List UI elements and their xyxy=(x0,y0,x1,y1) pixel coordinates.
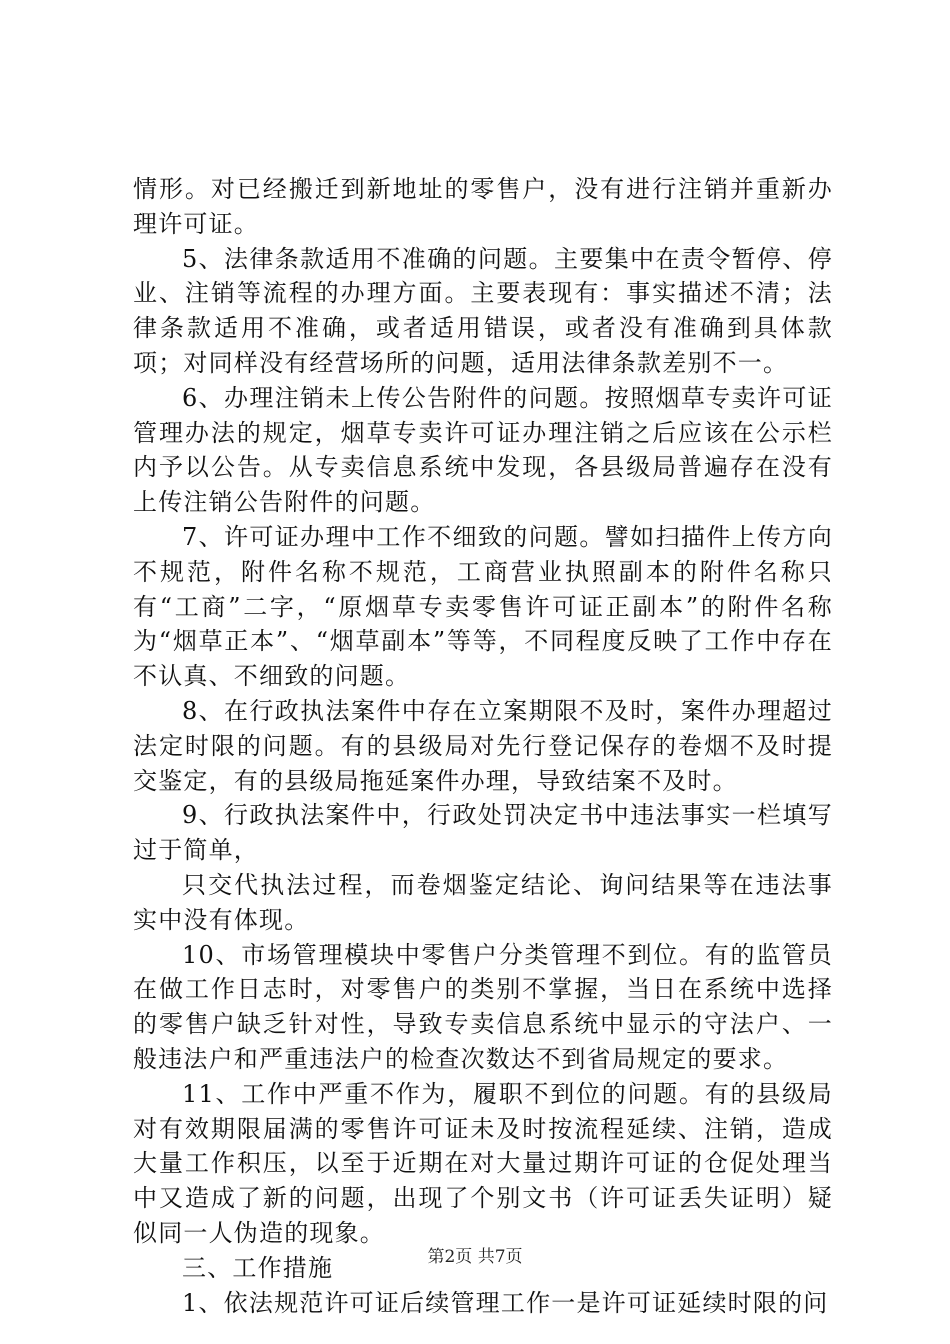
document-body xyxy=(133,172,833,1320)
paragraph-8: 10、市场管理模块中零售户分类管理不到位。有的监管员在做工作日志时，对零售户的类别不掌握，当日在系统中选择的零售户缺乏针对性，导致专卖信息系统中显示的守法户、一般违法户和严重违法户的检查次数达不到省局规定的要求。 xyxy=(133,940,833,1073)
paragraph-6: 9、行政执法案件中，行政处罚决定书中违法事实一栏填写过于简单， xyxy=(133,801,833,865)
paragraph-2: 5、法律条款适用不准确的问题。主要集中在责令暂停、停业、注销等流程的办理方面。主要表现有：事实描述不清；法律条款适用不准确，或者适用错误，或者没有准确到具体款项；对同样没有经营场所的问题，适用法律条款差别不一。 xyxy=(133,244,833,377)
paragraph-5: 8、在行政执法案件中存在立案期限不及时，案件办理超过法定时限的问题。有的县级局对先行登记保存的卷烟不及时提交鉴定，有的县级局拖延案件办理，导致结案不及时。 xyxy=(133,696,833,795)
page-number-footer: 第2页 共7页 xyxy=(427,1247,523,1267)
paragraph-10: 1、依法规范许可证后续管理工作一是许可证延续时限的问 xyxy=(182,1288,829,1317)
paragraph-3: 6、办理注销未上传公告附件的问题。按照烟草专卖许可证管理办法的规定，烟草专卖许可证办理注销之后应该在公示栏内予以公告。从专卖信息系统中发现，各县级局普遍存在没有上传注销公告附件的问题。 xyxy=(133,383,833,517)
paragraph-1: 情形。对已经搬迁到新地址的零售户，没有进行注销并重新办理许可证。 xyxy=(133,175,833,238)
paragraph-7: 只交代执法过程，而卷烟鉴定结论、询问结果等在违法事实中没有体现。 xyxy=(133,870,833,934)
section-heading: 三、工作措施 xyxy=(182,1253,334,1282)
paragraph-4: 7、许可证办理中工作不细致的问题。譬如扫描件上传方向不规范，附件名称不规范，工商营业执照副本的附件名称只有“工商”二字，“原烟草专卖零售许可证正副本”的附件名称为“烟草正本”、“烟草副本”等等，不同程度反映了工作中存在不认真、不细致的问题。 xyxy=(133,522,833,691)
paragraph-9: 11、工作中严重不作为，履职不到位的问题。有的县级局对有效期限届满的零售许可证未及时按流程延续、注销，造成大量工作积压，以至于近期在对大量过期许可证的仓促处理当中又造成了新的问题，出现了个别文书（许可证丢失证明）疑似同一人伪造的现象。 xyxy=(133,1079,833,1247)
